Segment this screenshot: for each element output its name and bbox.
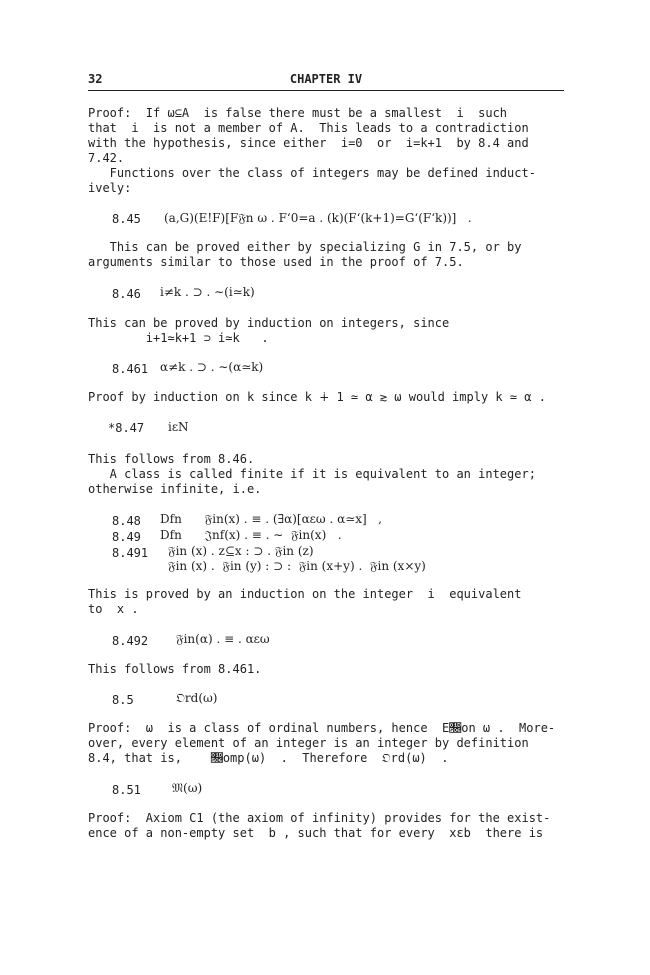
- formula-number: 8.49: [112, 530, 141, 544]
- formula-number: 8.48: [112, 514, 141, 528]
- formula-number: 8.5: [112, 693, 134, 707]
- formula: i≠k . ⊃ . ∼(i≃k): [160, 285, 255, 299]
- text-line: with the hypothesis, since either i=0 or i=k+1 by 8.4 and: [88, 136, 529, 150]
- text-line: 7.42.: [88, 151, 125, 165]
- formula-number: 8.492: [112, 634, 149, 648]
- text-line: arguments similar to those used in the proof of 7.5.: [88, 255, 464, 269]
- text-line: ence of a non-empty set b , such that for every xεb there is: [88, 826, 544, 840]
- formula: Dfn 𝔍nf(x) . ≡ . ∼ 𝔉in(x) .: [160, 528, 342, 542]
- text-line: to x .: [88, 602, 139, 616]
- formula: α≠k . ⊃ . ∼(α≃k): [160, 360, 264, 374]
- formula: 𝔉in (x) . 𝔉in (y) : ⊃ : 𝔉in (x+y) . 𝔉in (x×y): [168, 559, 426, 573]
- formula: 𝔉in (x) . z⊆x : ⊃ . 𝔉in (z): [168, 544, 314, 558]
- text-line: This follows from 8.461.: [88, 662, 262, 676]
- text-line: 8.4, that is, 𝔆omp(ω) . Therefore 𝔒rd(ω) .: [88, 751, 449, 765]
- formula-number: *8.47: [108, 421, 145, 435]
- formula: iεN: [168, 420, 189, 434]
- formula-number: 8.45: [112, 212, 141, 226]
- text-line: ively:: [88, 181, 132, 195]
- text-line: Functions over the class of integers may be defined induct-: [88, 166, 536, 180]
- formula-number: 8.51: [112, 783, 141, 797]
- formula: 𝔒rd(ω): [176, 691, 218, 705]
- text-line: This can be proved either by specializing G in 7.5, or by: [88, 240, 522, 254]
- formula-number: 8.491: [112, 546, 149, 560]
- text-line: Proof: Axiom C1 (the axiom of infinity) provides for the exist-: [88, 811, 551, 825]
- text-line: Proof by induction on k since k ∔ 1 ≃ α ≳ ω would imply k ≃ α .: [88, 390, 546, 404]
- formula-number: 8.46: [112, 287, 141, 301]
- text-line: This follows from 8.46.: [88, 452, 255, 466]
- page-number: 32: [88, 72, 103, 86]
- formula: 𝔐(ω): [172, 781, 203, 795]
- text-line: A class is called finite if it is equivalent to an integer;: [88, 467, 536, 481]
- text-line: otherwise infinite, i.e.: [88, 482, 262, 496]
- text-line: Proof: If ω⊆A is false there must be a smallest i such: [88, 106, 508, 120]
- formula: 𝔉in(α) . ≡ . αεω: [176, 632, 270, 646]
- text-line: i+1≃k+1 ⊃ i≃k .: [88, 331, 269, 345]
- text-line: that i is not a member of A. This leads to a contradiction: [88, 121, 529, 135]
- text-line: over, every element of an integer is an integer by definition: [88, 736, 529, 750]
- text-line: This is proved by an induction on the integer i equivalent: [88, 587, 522, 601]
- formula: Dfn 𝔉in(x) . ≡ . (∃α)[αεω . α≃x] ,: [160, 512, 382, 526]
- formula: (a,G)(E!F)[F𝔉n ω . F‘0=a . (k)(F‘(k+1)=G‘(F‘k))] .: [164, 211, 472, 225]
- text-line: This can be proved by induction on integers, since: [88, 316, 450, 330]
- text-line: Proof: ω is a class of ordinal numbers, hence E𝔆on ω . More-: [88, 721, 556, 735]
- page-header: [88, 72, 564, 91]
- chapter-title: CHAPTER IV: [289, 72, 363, 86]
- formula-number: 8.461: [112, 362, 149, 376]
